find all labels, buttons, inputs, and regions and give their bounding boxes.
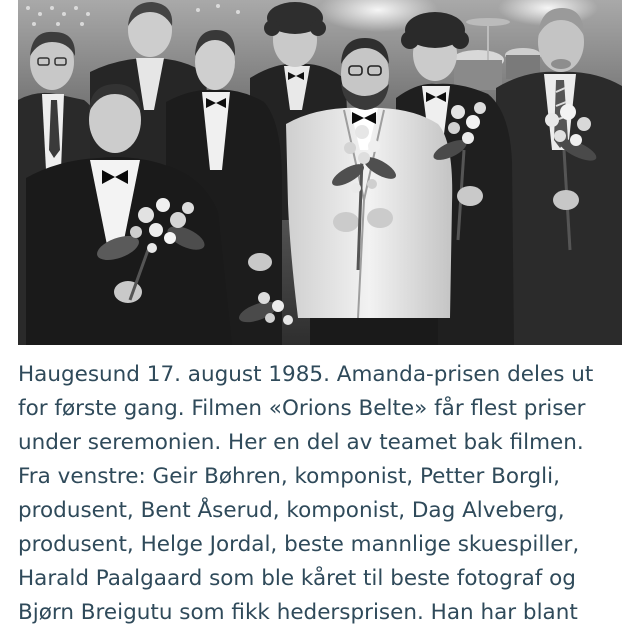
caption-line: Haugesund 17. august 1985. Amanda-prisen deles ut <box>18 362 594 387</box>
caption-line: Harald Paalgaard som ble kåret til beste fotograf og <box>18 566 576 591</box>
hand <box>553 190 579 210</box>
hand <box>457 186 483 206</box>
hand <box>367 208 393 228</box>
photo-illustration <box>18 0 622 345</box>
caption-line: for første gang. Filmen «Orions Belte» får flest priser <box>18 396 586 421</box>
post-caption <box>18 358 628 630</box>
hand <box>114 281 142 303</box>
caption-line: produsent, Helge Jordal, beste mannlige skuespiller, <box>18 532 580 557</box>
caption-line: under seremonien. Her en del av teamet bak filmen. <box>18 430 584 455</box>
post-photo[interactable] <box>18 0 622 345</box>
hand <box>333 212 359 232</box>
caption-line: Bjørn Breigutu som fikk hedersprisen. Han har blant <box>18 600 578 625</box>
caption-line: Fra venstre: Geir Bøhren, komponist, Petter Borgli, <box>18 464 560 489</box>
caption-line: produsent, Bent Åserud, komponist, Dag Alveberg, <box>18 498 565 523</box>
hand <box>248 253 272 271</box>
